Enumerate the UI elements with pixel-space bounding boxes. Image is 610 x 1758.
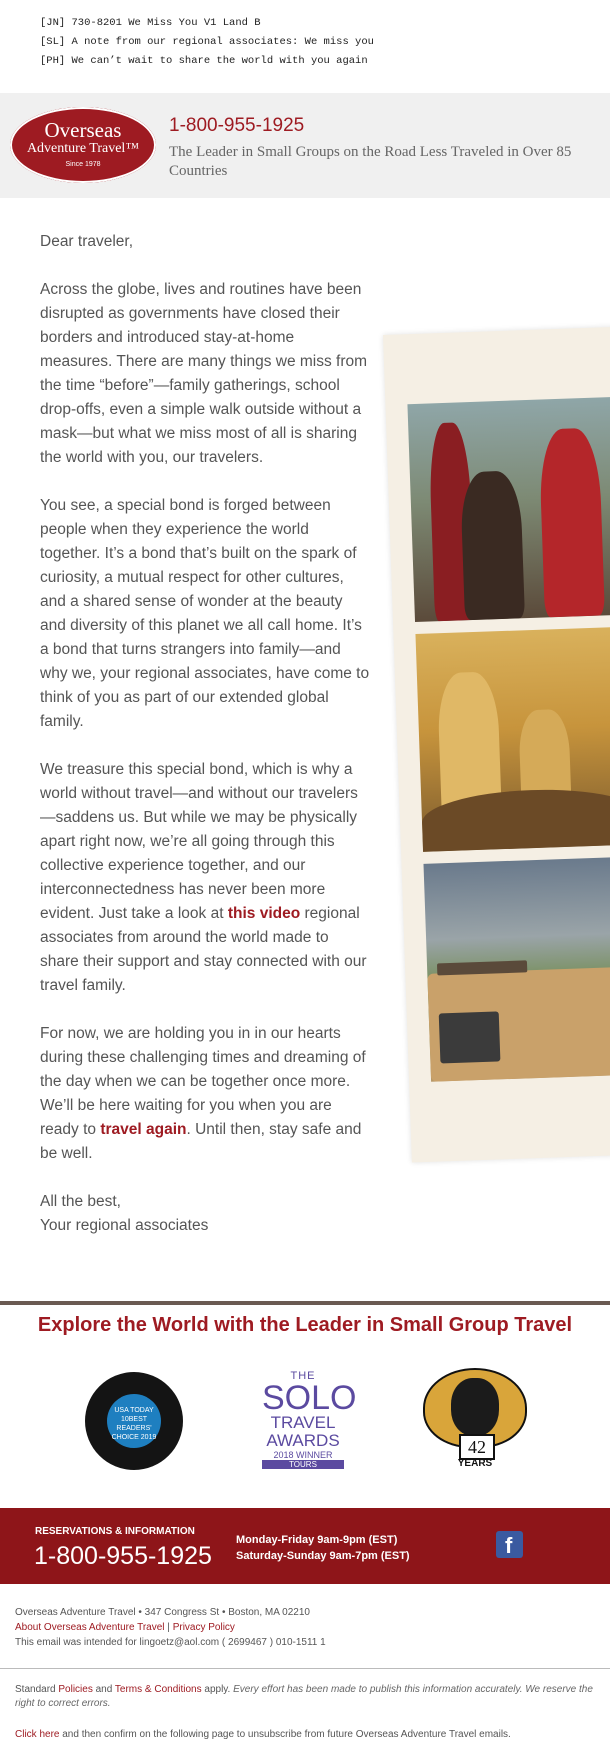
solo-word: SOLO	[262, 1379, 357, 1417]
weekend-hours: Saturday-Sunday 9am-7pm (EST)	[236, 1550, 410, 1562]
oat-logo[interactable]	[10, 107, 156, 183]
letter-closing: All the best,	[40, 1193, 121, 1210]
header-tagline: The Leader in Small Groups on the Road Less Traveled in Over 85 Countries	[169, 144, 572, 179]
paragraph-4-text-end: . Until then, stay safe and be well.	[40, 1121, 362, 1162]
email-meta-lines	[0, 0, 610, 80]
anniversary-number: 42	[459, 1434, 495, 1460]
letter-signature: Your regional associates	[40, 1217, 209, 1234]
footer-links	[15, 1620, 326, 1635]
footer-address-block	[15, 1605, 326, 1650]
reservation-hours	[236, 1532, 410, 1564]
lion-icon	[451, 1378, 499, 1436]
reservations-bar	[0, 1508, 610, 1584]
about-oat-link[interactable]: About Overseas Adventure Travel	[15, 1622, 165, 1633]
solo-travel-awards-badge	[262, 1370, 357, 1474]
footer-intended-recipient: This email was intended for lingoetz@aol.com ( 2699467 ) 010-1511 1	[15, 1637, 326, 1648]
reservations-label: RESERVATIONS & INFORMATION	[35, 1526, 195, 1537]
solo-tours: TOURS	[262, 1460, 344, 1469]
legal-and: and	[92, 1684, 115, 1695]
policies-link[interactable]: Policies	[58, 1684, 93, 1695]
footer-unsubscribe	[15, 1729, 511, 1740]
photo-collage	[383, 327, 610, 1163]
section-divider	[0, 1301, 610, 1305]
meta-job-number: [JN] 730-8201 We Miss You V1 Land B	[40, 17, 261, 29]
footer-link-separator: |	[164, 1622, 173, 1633]
paragraph-3-text-end: regional associates from around the world made to share their support and stay connected with our travel family.	[40, 905, 367, 994]
paragraph-4-text-start: For now, we are holding you in in our hearts during these challenging times and dreaming of the day when we can be together once more. We’ll be here waiting for you when you are ready to	[40, 1025, 366, 1138]
legal-apply: apply.	[201, 1684, 234, 1695]
solo-the: THE	[290, 1370, 316, 1382]
usa-today-badge-text: USA TODAY 10BEST READERS' CHOICE 2019	[107, 1394, 161, 1448]
maasai-people-photo	[407, 397, 610, 623]
logo-wordmark-bottom: Adventure Travel™	[26, 141, 140, 156]
meta-subject-line: [SL] A note from our regional associates: We miss you	[40, 36, 374, 48]
privacy-policy-link[interactable]: Privacy Policy	[172, 1622, 235, 1633]
facebook-glyph: f	[505, 1533, 513, 1558]
footer-address: Overseas Adventure Travel • 347 Congress St • Boston, MA 02210	[15, 1607, 310, 1618]
unsubscribe-click-here-link[interactable]: Click here	[15, 1729, 60, 1740]
terms-conditions-link[interactable]: Terms & Conditions	[114, 1684, 202, 1695]
letter-body	[40, 230, 370, 1262]
letter-paragraph-1: Across the globe, lives and routines have been disrupted as governments have closed their borders and introduced stay-at-home measures. There are many things we miss from the time “before”—family gatherings, school drop-offs, even a simple walk outside without a mask—but what we miss most of all is sharing the world with you, our travelers.	[40, 281, 368, 466]
logo-wordmark-top: Overseas	[44, 118, 122, 142]
reservations-phone-link[interactable]: 1-800-955-1925	[34, 1542, 212, 1570]
letter-greeting: Dear traveler,	[40, 233, 134, 250]
letter-signoff	[40, 1190, 370, 1238]
meta-preheader: [PH] We can’t wait to share the world with you again	[40, 55, 368, 67]
email-header	[0, 93, 610, 198]
footer-legal	[15, 1683, 595, 1711]
legal-standard: Standard	[15, 1684, 59, 1695]
letter-paragraph-4	[40, 1022, 370, 1166]
letter-paragraph-3	[40, 758, 370, 998]
solo-winner: 2018 WINNER	[273, 1450, 333, 1460]
solo-travel-word: TRAVEL	[270, 1413, 336, 1432]
paragraph-3-text-start: We treasure this special bond, which is why a world without travel—and without our travelers—saddens us. But while we may be physically apart right now, we’re all going through this collective experience together, and our interconnectedness has never been more evident. Just take a look at	[40, 761, 358, 922]
header-phone-link[interactable]: 1-800-955-1925	[169, 115, 305, 136]
legal-disclaimer: Every effort has been made to publish this information accurately. We reserve the right to correct errors.	[15, 1684, 593, 1709]
this-video-link[interactable]: this video	[227, 905, 301, 922]
explore-heading: Explore the World with the Leader in Small Group Travel	[37, 1314, 573, 1336]
anniversary-lion-badge	[423, 1368, 527, 1474]
footer-divider	[0, 1668, 610, 1669]
cheetahs-photo	[415, 626, 610, 852]
weekday-hours: Monday-Friday 9am-9pm (EST)	[236, 1534, 398, 1546]
unsubscribe-text: and then confirm on the following page to unsubscribe from future Overseas Adventure Travel emails.	[59, 1729, 511, 1740]
solo-awards-word: AWARDS	[266, 1431, 340, 1450]
anniversary-years: YEARS	[457, 1458, 493, 1469]
letter-paragraph-2: You see, a special bond is forged between people when they experience the world together. It’s a bond that’s built on the spark of curiosity, a mutual respect for other cultures, and a shared sense of wonder at the beauty and diversity of this planet we all call home. It’s a bond that turns strangers into family—and why we, your regional associates, have come to think of you as part of our extended global family.	[40, 497, 370, 730]
logo-since: Since 1978	[65, 161, 101, 168]
usa-today-readers-choice-badge	[85, 1372, 183, 1470]
facebook-icon[interactable]	[496, 1531, 523, 1558]
safari-jeep-photo	[423, 856, 610, 1082]
travel-again-link[interactable]: travel again	[100, 1121, 187, 1138]
